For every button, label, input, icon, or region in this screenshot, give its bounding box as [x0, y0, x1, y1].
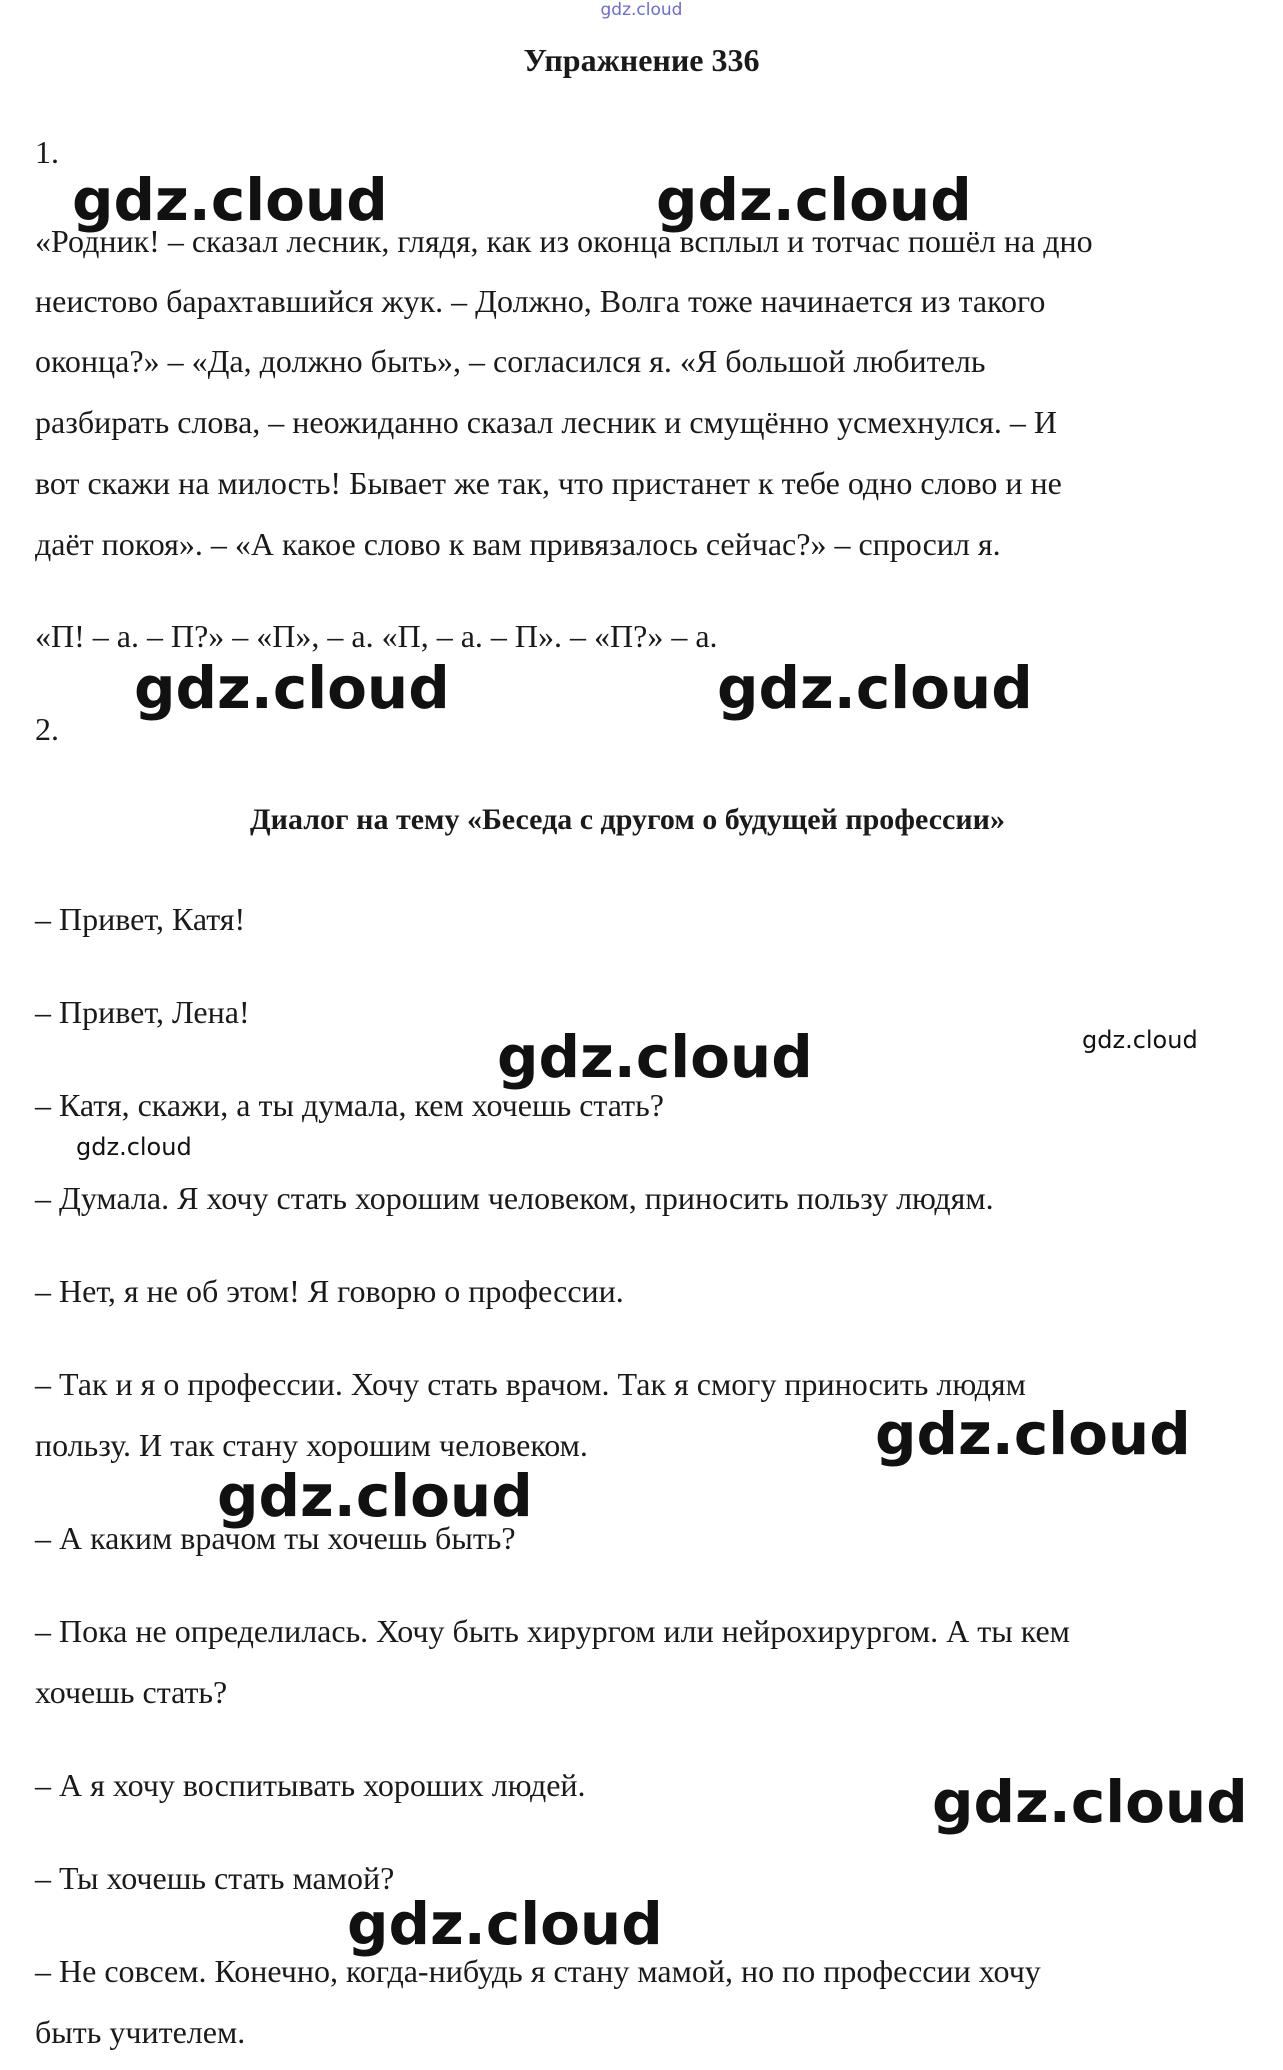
watermark: gdz.cloud [347, 1890, 663, 1958]
top-watermark: gdz.cloud [600, 0, 683, 20]
text-line: неистово барахтавшийся жук. – Должно, Волга тоже начинается из такого [35, 283, 1046, 319]
dialog-line: – А каким врачом ты хочешь быть? [35, 1520, 516, 1556]
text-line: даёт покоя». – «А какое слово к вам привязалось сейчас?» – спросил я. [35, 526, 1001, 562]
dialog-line: пользу. И так стану хорошим человеком. [35, 1427, 588, 1463]
punctuation-scheme: «П! – а. – П?» – «П», – а. «П, – а. – П». – «П?» – а. [35, 618, 718, 654]
watermark: gdz.cloud [875, 1400, 1191, 1468]
text-line: «Родник! – сказал лесник, глядя, как из оконца всплыл и тотчас пошёл на дно [35, 223, 1093, 259]
text-line: вот скажи на милость! Бывает же так, что пристанет к тебе одно слово и не [35, 465, 1062, 501]
watermark-small: gdz.cloud [1082, 1026, 1198, 1054]
watermark: gdz.cloud [497, 1023, 813, 1091]
dialog-line: – Не совсем. Конечно, когда-нибудь я стану мамой, но по профессии хочу [35, 1953, 1041, 1989]
part-number-2: 2. [35, 711, 59, 747]
part-number-1: 1. [35, 134, 59, 170]
dialog-line: – Нет, я не об этом! Я говорю о профессии. [35, 1273, 624, 1309]
watermark: gdz.cloud [134, 654, 450, 722]
dialog-line: – А я хочу воспитывать хороших людей. [35, 1767, 586, 1803]
watermark: gdz.cloud [217, 1462, 533, 1530]
dialog-line: – Катя, скажи, а ты думала, кем хочешь стать? [35, 1087, 664, 1123]
watermark: gdz.cloud [72, 166, 388, 234]
watermark: gdz.cloud [656, 166, 972, 234]
watermark-small: gdz.cloud [76, 1133, 192, 1161]
text-line: оконца?» – «Да, должно быть», – согласился я. «Я большой любитель [35, 343, 986, 379]
dialog-line: – Привет, Лена! [35, 994, 250, 1030]
dialog-line: – Думала. Я хочу стать хорошим человеком, приносить пользу людям. [35, 1180, 994, 1216]
exercise-title: Упражнение 336 [523, 42, 760, 78]
watermark: gdz.cloud [932, 1768, 1248, 1836]
dialog-heading: Диалог на тему «Беседа с другом о будущей профессии» [250, 803, 1005, 836]
dialog-line: хочешь стать? [35, 1674, 228, 1710]
dialog-line: быть учителем. [35, 2014, 246, 2050]
dialog-line: – Так и я о профессии. Хочу стать врачом. Так я смогу приносить людям [35, 1366, 1026, 1402]
dialog-line: – Пока не определилась. Хочу быть хирургом или нейрохирургом. А ты кем [35, 1613, 1070, 1649]
dialog-line: – Ты хочешь стать мамой? [35, 1860, 395, 1896]
watermark: gdz.cloud [717, 654, 1033, 722]
text-line: разбирать слова, – неожиданно сказал лесник и смущённо усмехнулся. – И [35, 404, 1057, 440]
dialog-line: – Привет, Катя! [35, 901, 246, 937]
